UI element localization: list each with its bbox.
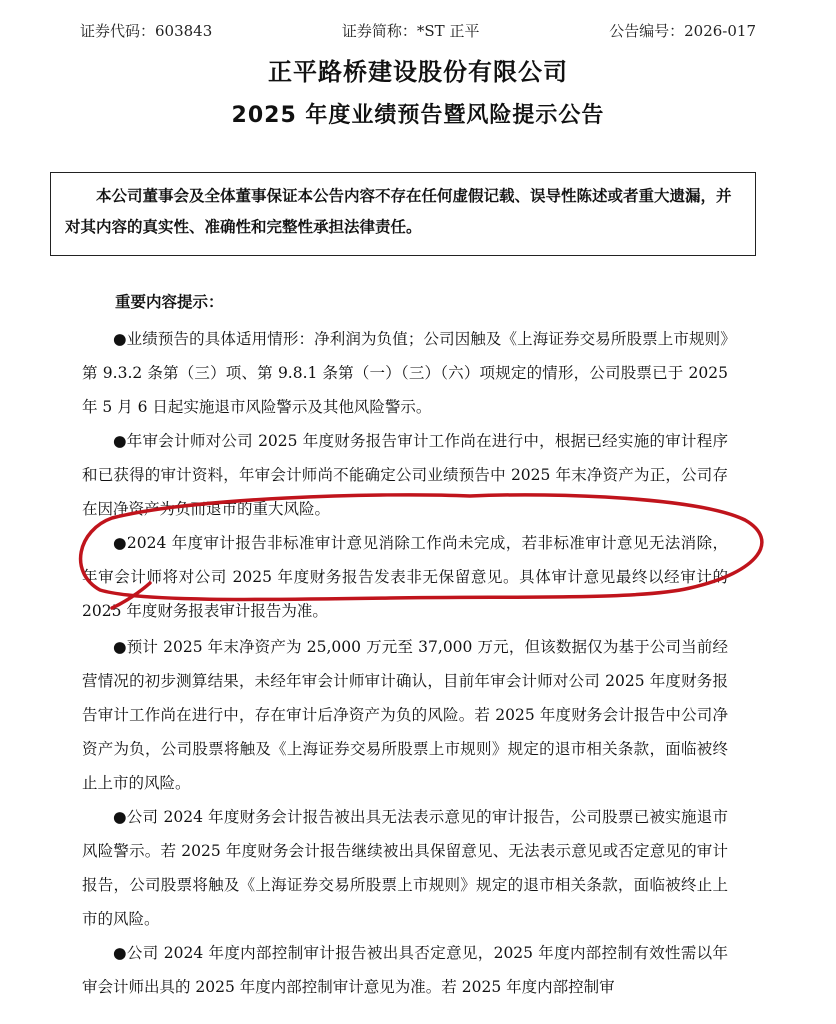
paragraph-nonstandard-opinion: ●2024 年度审计报告非标准审计意见消除工作尚未完成，若非标准审计意见无法消除，年审会计师将对公司 2025 年度财务报告发表非无保留意见。具体审计意见最终以经审计的 2025 年度财务报表审计报告为准。 xyxy=(82,534,728,620)
document-title: 2025 年度业绩预告暨风险提示公告 xyxy=(231,103,605,128)
company-title: 正平路桥建设股份有限公司 xyxy=(268,58,568,86)
paragraph-net-assets-forecast: ●预计 2025 年末净资产为 25,000 万元至 37,000 万元，但该数据仅为基于公司当前经营情况的初步测算结果，未经年审会计师审计确认，目前年审会计师对公司 2025 年度财务报告审计工作尚在进行中，存在审计后净资产为负的风险。若 2025 年度财务会计报告中公司净资产为负，公司股票将触及《上海证券交易所股票上市规则》规定的退市相关条款，面临被终止上市的风险。 xyxy=(82,638,728,792)
paragraph-applicable-situation: ●业绩预告的具体适用情形：净利润为负值；公司因触及《上海证券交易所股票上市规则》第 9.3.2 条第（三）项、第 9.8.1 条第（一）（三）（六）项规定的情形，公司股票已于 2025 年 5 月 6 日起实施退市风险警示及其他风险警示。 xyxy=(82,330,728,416)
section-heading: 重要内容提示： xyxy=(115,293,224,311)
stock-abbreviation: 证券简称：*ST 正平 xyxy=(341,22,480,40)
paragraph-audit-in-progress: ●年审会计师对公司 2025 年度财务报告审计工作尚在进行中，根据已经实施的审计程序和已获得的审计资料，年审会计师尚不能确定公司业绩预告中 2025 年末净资产为正，公司存在因净资产为负而退市的重大风险。 xyxy=(82,432,728,518)
paragraph-2024-audit-report: ●公司 2024 年度财务会计报告被出具无法表示意见的审计报告，公司股票已被实施退市风险警示。若 2025 年度财务会计报告继续被出具保留意见、无法表示意见或否定意见的审计报告，公司股票将触及《上海证券交易所股票上市规则》规定的退市相关条款，面临被终止上市的风险。 xyxy=(82,808,728,928)
board-statement-box: 本公司董事会及全体董事保证本公告内容不存在任何虚假记载、误导性陈述或者重大遗漏，并对其内容的真实性、准确性和完整性承担法律责任。 xyxy=(50,172,756,256)
stock-code: 证券代码：603843 xyxy=(80,22,213,40)
announcement-header xyxy=(80,20,756,41)
paragraph-internal-control: ●公司 2024 年度内部控制审计报告被出具否定意见，2025 年度内部控制有效性需以年审会计师出具的 2025 年度内部控制审计意见为准。若 2025 年度内部控制审 xyxy=(82,944,728,996)
announcement-number: 公告编号：2026-017 xyxy=(609,22,756,40)
